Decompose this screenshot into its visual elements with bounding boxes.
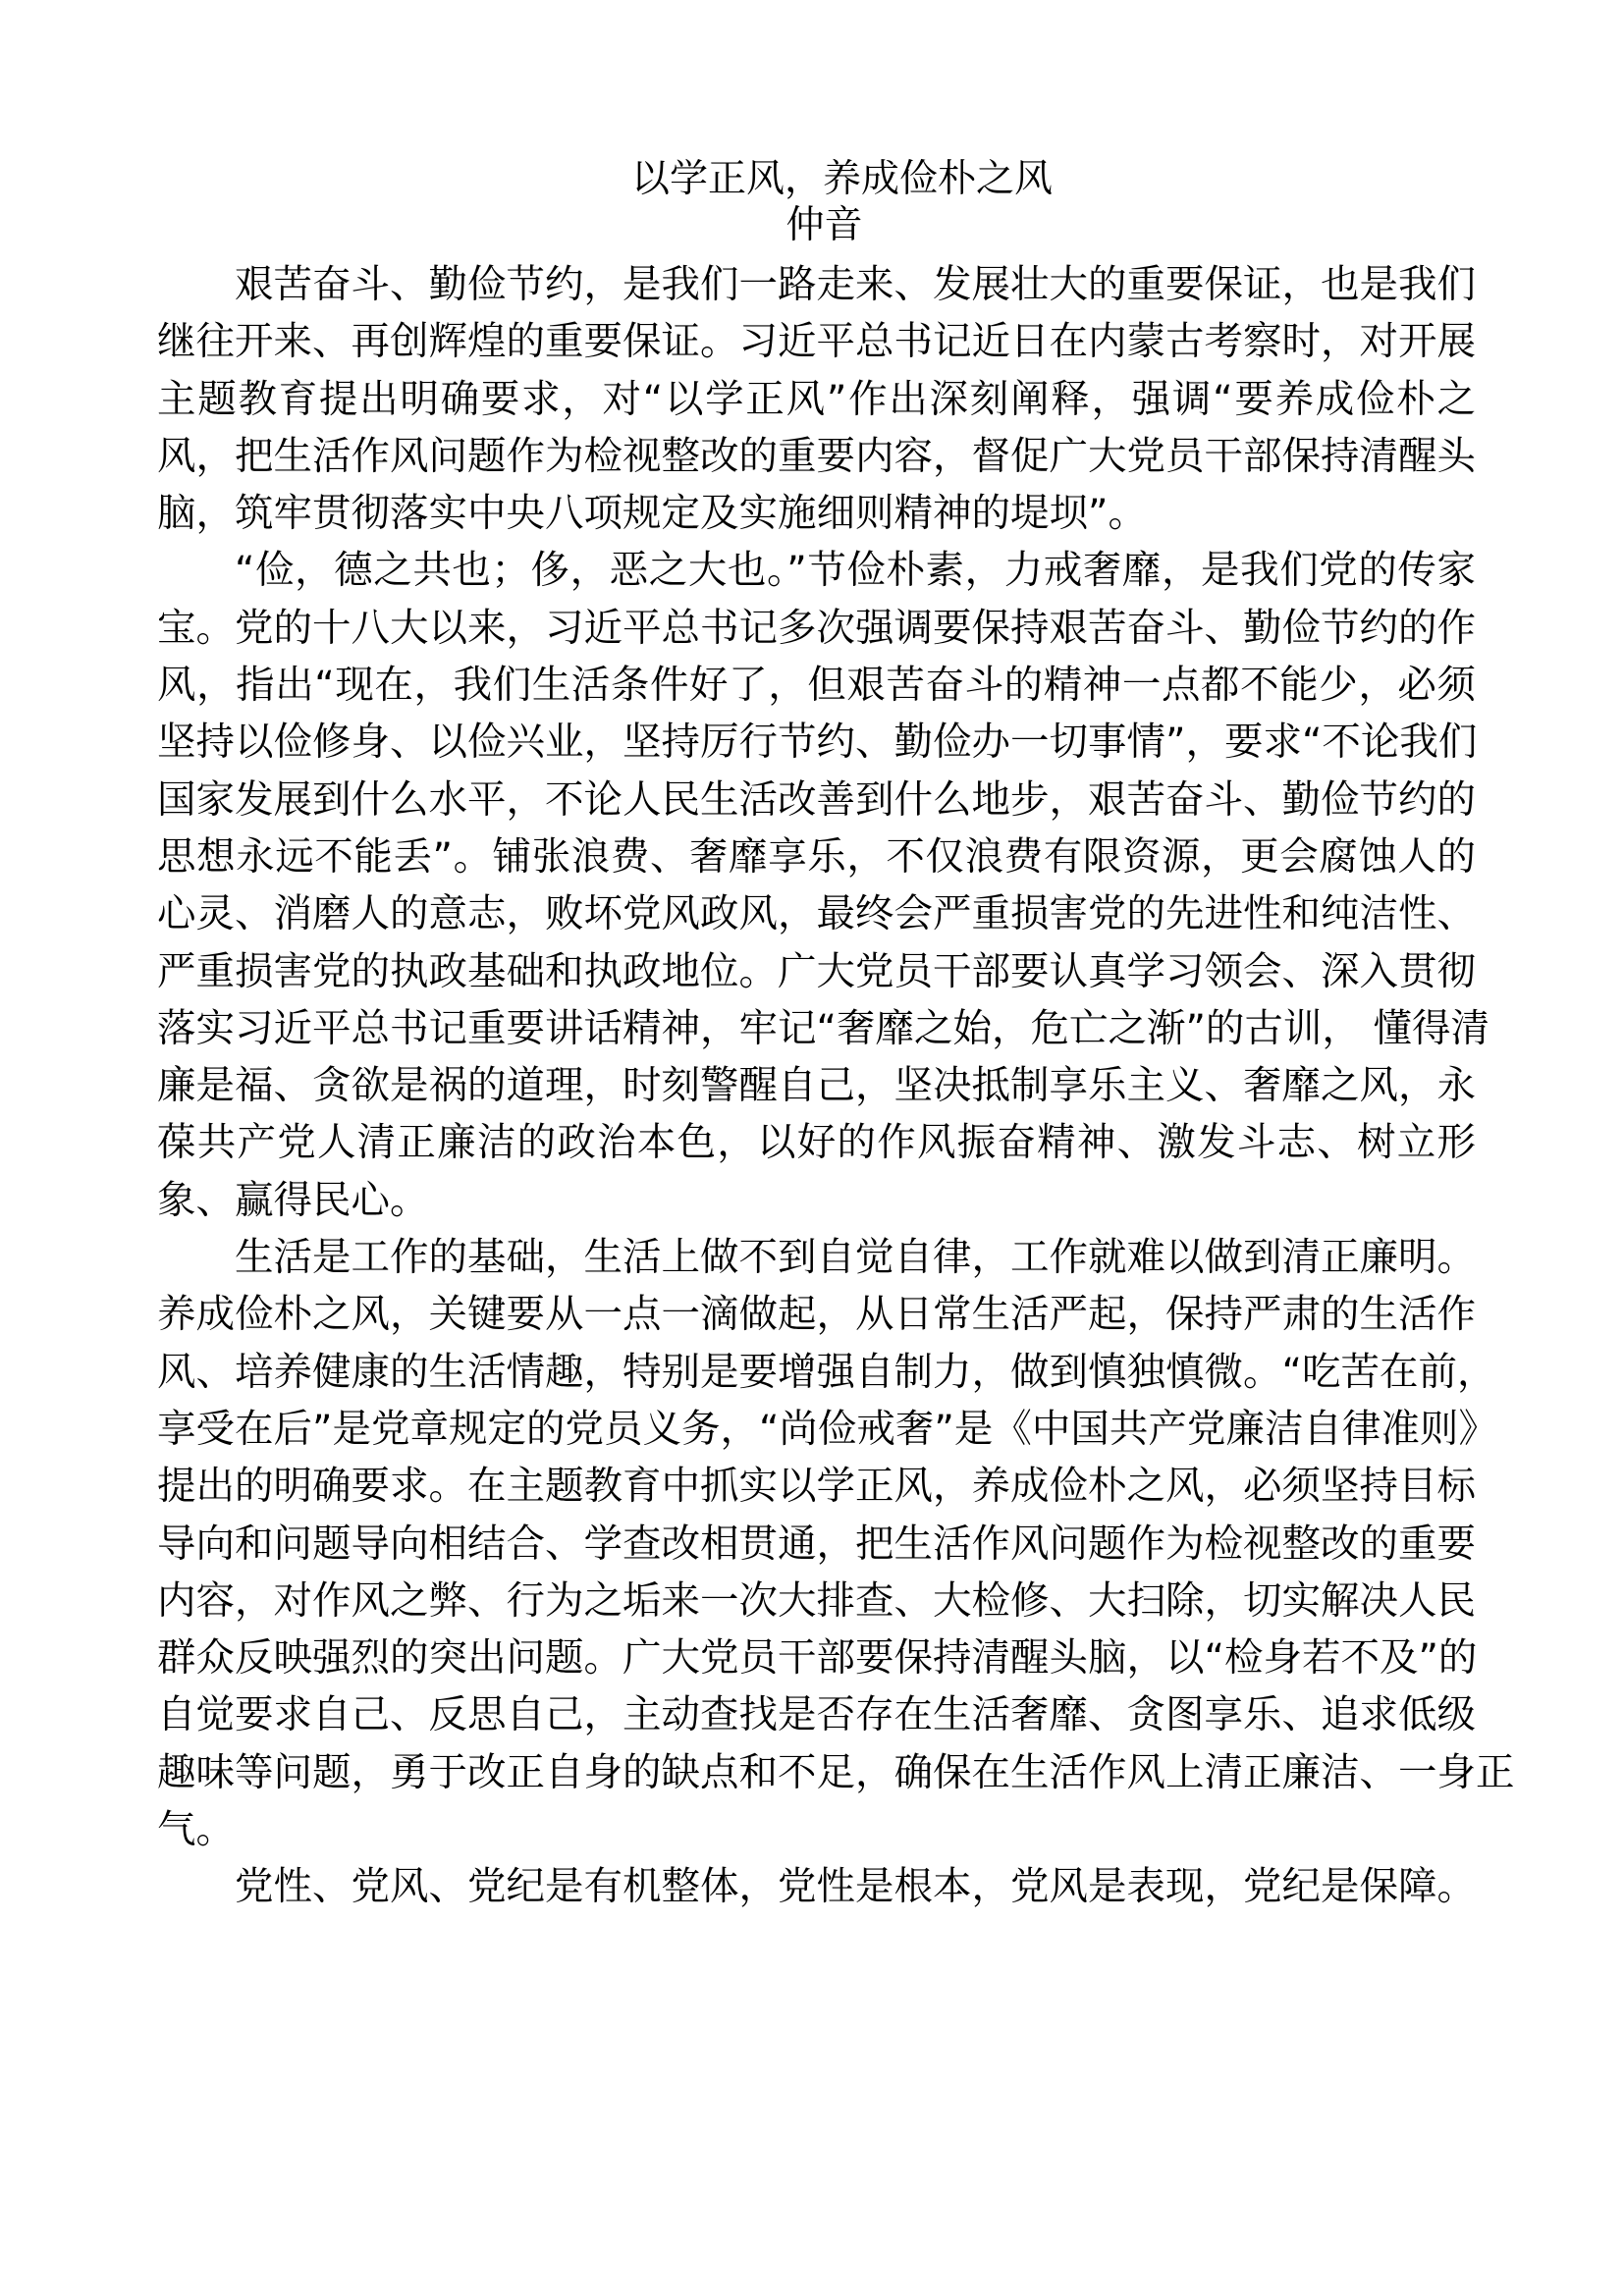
text-line: 思想永远不能丢”。铺张浪费、奢靡享乐，不仅浪费有限资源，更会腐蚀人的 xyxy=(157,833,1476,880)
text-line: 艰苦奋斗、勤俭节约，是我们一路走来、发展壮大的重要保证，也是我们 xyxy=(235,262,1476,307)
text-line: 生活是工作的基础，生活上做不到自觉自律，工作就难以做到清正廉明。 xyxy=(235,1235,1476,1281)
paragraph xyxy=(157,1858,1476,1915)
text-line: 风、培养健康的生活情趣，特别是要增强自制力，做到慎独慎微。“吃苦在前， xyxy=(157,1349,1496,1395)
text-line: “俭，德之共也；侈，恶之大也。”节俭朴素，力戒奢靡，是我们党的传家 xyxy=(235,548,1476,594)
article-author: 仲音 xyxy=(785,203,863,247)
text-line: 国家发展到什么水平，不论人民生活改善到什么地步，艰苦奋斗、勤俭节约的 xyxy=(157,776,1476,823)
text-line: 风，把生活作风问题作为检视整改的重要内容，督促广大党员干部保持清醒头 xyxy=(157,433,1476,479)
text-line: 主题教育提出明确要求，对“以学正风”作出深刻阐释，强调“要养成俭朴之 xyxy=(157,376,1476,422)
article-title: 以学正风，养成俭朴之风 xyxy=(630,157,1053,201)
text-line: 内容，对作风之弊、行为之垢来一次大排查、大检修、大扫除，切实解决人民 xyxy=(157,1577,1476,1624)
text-line: 廉是福、贪欲是祸的道理，时刻警醒自己，坚决抵制享乐主义、奢靡之风，永 xyxy=(157,1063,1476,1109)
text-line: 风，指出“现在，我们生活条件好了，但艰苦奋斗的精神一点都不能少，必须 xyxy=(157,663,1476,709)
text-line: 气。 xyxy=(157,1807,235,1853)
text-line: 坚持以俭修身、以俭兴业，坚持厉行节约、勤俭办一切事情”，要求“不论我们 xyxy=(157,720,1478,766)
text-line: 继往开来、再创辉煌的重要保证。习近平总书记近日在内蒙古考察时，对开展 xyxy=(157,319,1476,365)
text-line: 提出的明确要求。在主题教育中抓实以学正风，养成俭朴之风，必须坚持目标 xyxy=(157,1464,1476,1510)
text-line: 脑，筑牢贯彻落实中央八项规定及实施细则精神的堤坝”。 xyxy=(157,491,1147,537)
text-line: 导向和问题导向相结合、学查改相贯通，把生活作风问题作为检视整改的重要 xyxy=(157,1521,1476,1567)
text-line: 严重损害党的执政基础和执政地位。广大党员干部要认真学习领会、深入贯彻 xyxy=(157,948,1476,994)
paragraph xyxy=(157,256,1476,542)
text-line: 葆共产党人清正廉洁的政治本色，以好的作风振奋精神、激发斗志、树立形 xyxy=(157,1120,1476,1166)
text-line: 享受在后”是党章规定的党员义务，“尚俭戒奢”是《中国共产党廉洁自律准则》 xyxy=(157,1406,1497,1452)
text-line: 落实习近平总书记重要讲话精神，牢记“奢靡之始，危亡之渐”的古训， 懂得清 xyxy=(157,1005,1489,1051)
text-line: 趣味等问题，勇于改正自身的缺点和不足，确保在生活作风上清正廉洁、一身正 xyxy=(157,1749,1515,1795)
article-body xyxy=(157,256,1515,1916)
text-line: 心灵、消磨人的意志，败坏党风政风，最终会严重损害党的先进性和纯洁性、 xyxy=(157,891,1476,937)
text-line: 群众反映强烈的突出问题。广大党员干部要保持清醒头脑，以“检身若不及”的 xyxy=(157,1635,1478,1682)
text-line: 象、赢得民心。 xyxy=(157,1177,429,1223)
text-line: 宝。党的十八大以来，习近平总书记多次强调要保持艰苦奋斗、勤俭节约的作 xyxy=(157,605,1476,651)
text-line: 党性、党风、党纪是有机整体，党性是根本，党风是表现，党纪是保障。 xyxy=(235,1864,1476,1910)
paragraph xyxy=(157,542,1489,1229)
text-line: 养成俭朴之风，关键要从一点一滴做起，从日常生活严起，保持严肃的生活作 xyxy=(157,1292,1476,1338)
paragraph xyxy=(157,1229,1515,1858)
text-line: 自觉要求自己、反思自己，主动查找是否存在生活奢靡、贪图享乐、追求低级 xyxy=(157,1692,1476,1738)
